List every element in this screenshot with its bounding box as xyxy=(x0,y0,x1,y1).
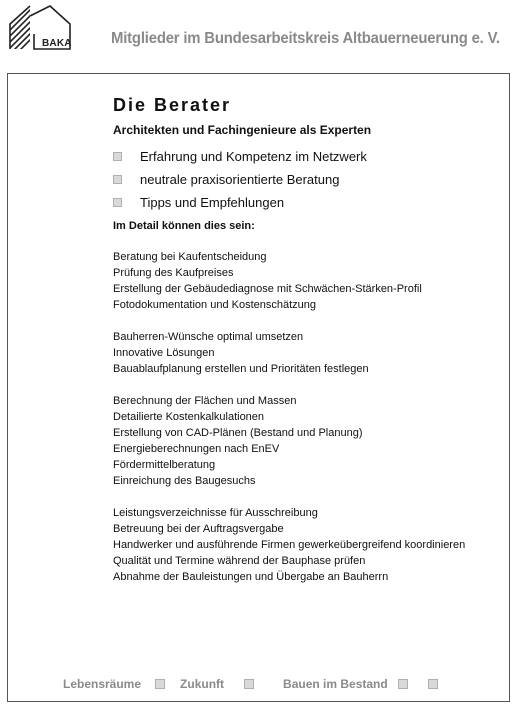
logo-text: BAKA xyxy=(42,38,72,49)
list-item: Abnahme der Bauleistungen und Übergabe an Bauherrn xyxy=(113,571,389,583)
square-bullet-icon xyxy=(113,198,122,207)
list-item: Handwerker und ausführende Firmen gewerkeübergreifend koordinieren xyxy=(113,539,466,551)
list-item: Energieberechnungen nach EnEV xyxy=(113,443,280,455)
list-item: Prüfung des Kaufpreises xyxy=(113,267,234,279)
detail-group-purchase xyxy=(113,249,465,313)
square-bullet-icon xyxy=(113,152,122,161)
page-title: Die Berater xyxy=(113,95,232,115)
footer-item-lebensraeume: Lebensräume xyxy=(63,677,142,691)
bullet-item xyxy=(113,145,367,168)
list-item: Detailierte Kostenkalkulationen xyxy=(113,411,265,423)
bullet-item xyxy=(113,168,367,191)
bullet-text: neutrale praxisorientierte Beratung xyxy=(140,172,340,187)
header-title: Mitglieder im Bundesarbeitskreis Altbauerneuerung e. V. xyxy=(111,30,500,47)
list-item: Fotodokumentation und Kostenschätzung xyxy=(113,299,317,311)
list-item: Fördermittelberatung xyxy=(113,459,216,471)
square-separator-icon xyxy=(398,679,408,689)
detail-group-planning xyxy=(113,329,465,377)
square-separator-icon xyxy=(428,679,438,689)
bullet-text: Tipps und Empfehlungen xyxy=(140,195,285,210)
detail-groups xyxy=(113,249,465,601)
list-item: Betreuung bei der Auftragsvergabe xyxy=(113,523,284,535)
detail-group-execution xyxy=(113,505,465,585)
list-item: Erstellung von CAD-Plänen (Bestand und Planung) xyxy=(113,427,363,439)
bullet-list xyxy=(113,145,367,214)
list-item: Berechnung der Flächen und Massen xyxy=(113,395,297,407)
baka-logo xyxy=(8,4,72,54)
square-bullet-icon xyxy=(113,175,122,184)
list-item: Beratung bei Kaufentscheidung xyxy=(113,251,267,263)
footer-tagline xyxy=(63,677,438,691)
bullet-text: Erfahrung und Kompetenz im Netzwerk xyxy=(140,149,367,164)
list-item: Qualität und Termine während der Bauphase prüfen xyxy=(113,555,366,567)
bullet-item xyxy=(113,191,367,214)
square-separator-icon xyxy=(244,679,254,689)
detail-heading: Im Detail können dies sein: xyxy=(113,220,255,232)
footer-item-bauen-im-bestand: Bauen im Bestand xyxy=(283,677,388,691)
list-item: Leistungsverzeichnisse für Ausschreibung xyxy=(113,507,318,519)
page-subtitle: Architekten und Fachingenieure als Experten xyxy=(113,123,372,137)
list-item: Bauherren-Wünsche optimal umsetzen xyxy=(113,331,304,343)
detail-group-calculation xyxy=(113,393,465,489)
square-separator-icon xyxy=(155,679,165,689)
list-item: Innovative Lösungen xyxy=(113,347,215,359)
list-item: Einreichung des Baugesuchs xyxy=(113,475,256,487)
list-item: Bauablaufplanung erstellen und Prioritäten festlegen xyxy=(113,363,369,375)
list-item: Erstellung der Gebäudediagnose mit Schwächen-Stärken-Profil xyxy=(113,283,422,295)
footer-item-zukunft: Zukunft xyxy=(180,677,225,691)
